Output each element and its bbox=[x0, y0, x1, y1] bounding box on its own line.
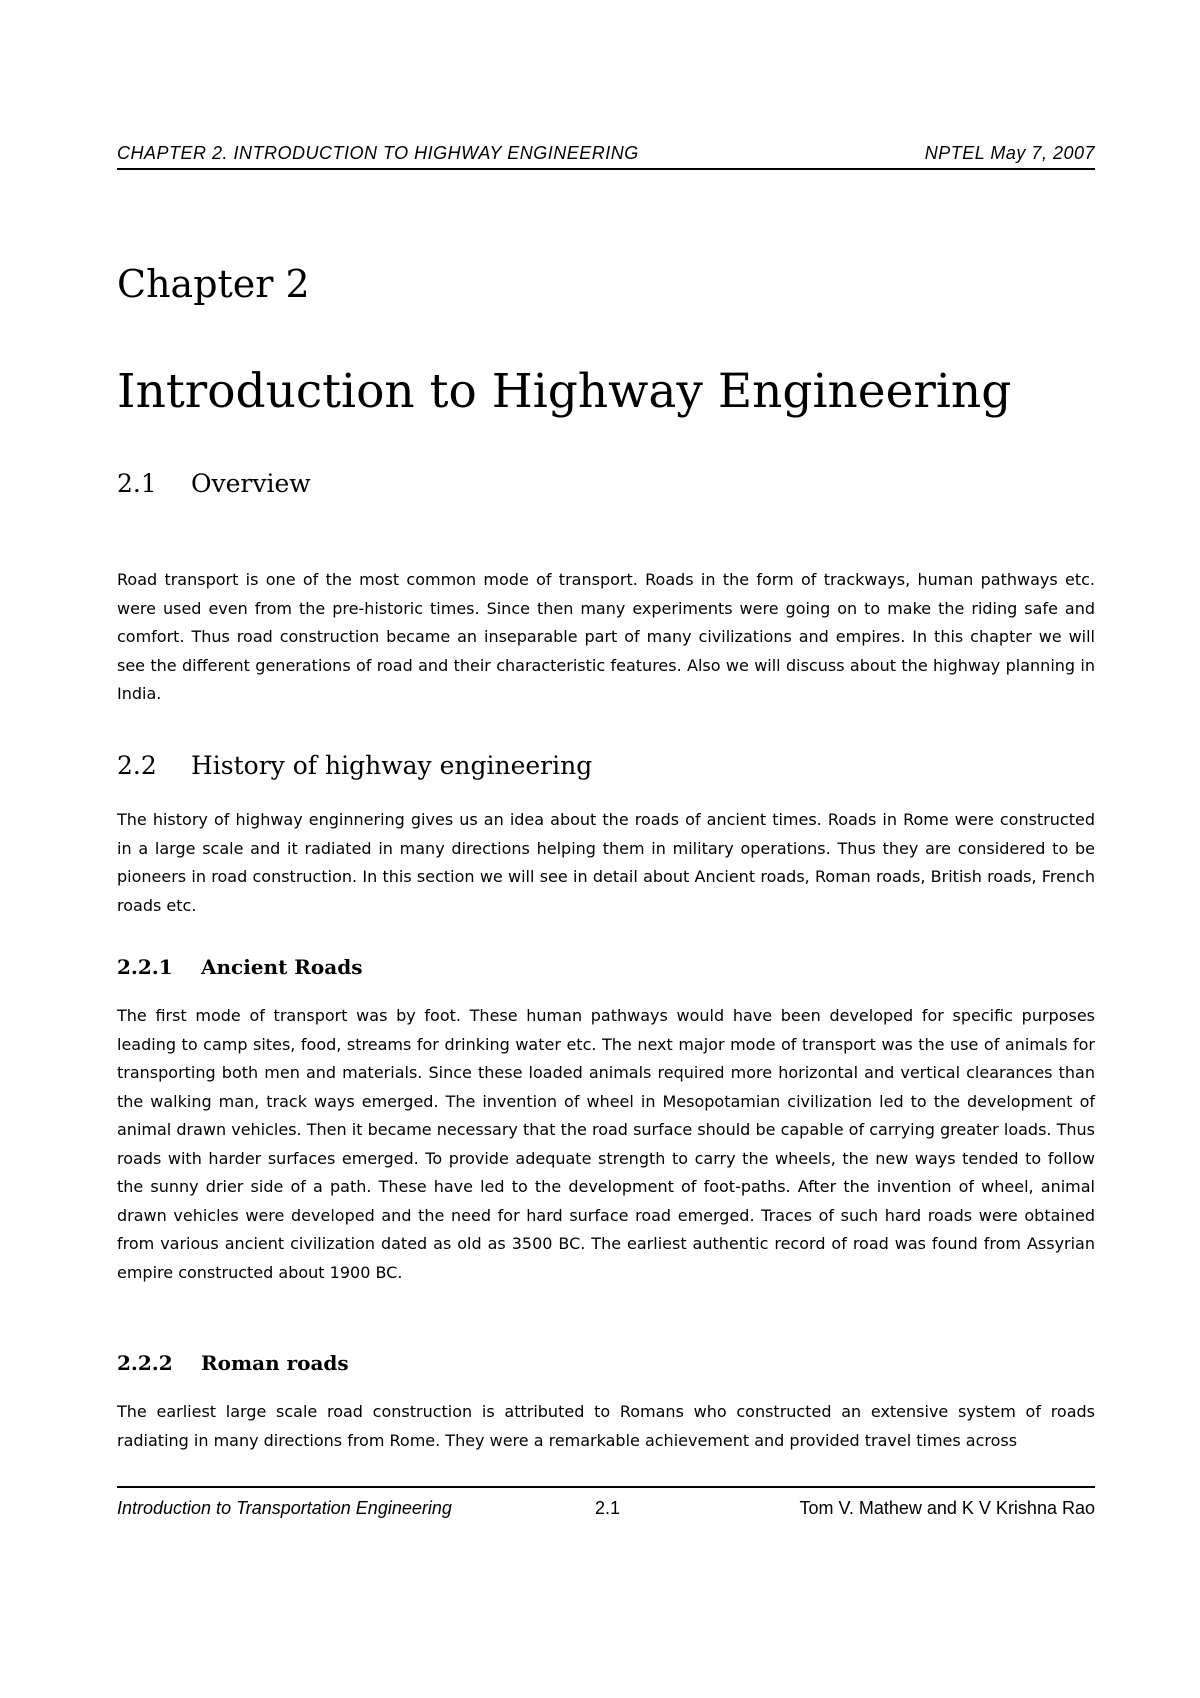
subsection-title: Roman roads bbox=[201, 1351, 349, 1375]
page-number: 2.1 bbox=[595, 1498, 621, 1518]
running-footer bbox=[117, 1498, 1095, 1524]
running-header bbox=[117, 143, 1095, 164]
section-title: Overview bbox=[191, 469, 311, 498]
section-heading-overview bbox=[117, 468, 311, 500]
subsection-heading-ancient-roads bbox=[117, 954, 362, 980]
section-number: 2.2 bbox=[117, 751, 157, 780]
subsection-number: 2.2.1 bbox=[117, 955, 173, 979]
subsection-title: Ancient Roads bbox=[201, 955, 363, 979]
chapter-title: Introduction to Highway Engineering bbox=[117, 364, 1012, 419]
history-paragraph: The history of highway enginnering gives us an idea about the roads of ancient times. Roads in Rome were constructed in a large scale and it radiated in many directions helping them in military operations. Thus they are considered to be pioneers in road construction. In this section we will see in detail about Ancient roads, Roman roads, British roads, French roads etc. bbox=[117, 810, 1095, 915]
chapter-label: Chapter 2 bbox=[117, 262, 310, 306]
subsection-heading-roman-roads bbox=[117, 1350, 349, 1376]
footer-authors: Tom V. Mathew and K V Krishna Rao bbox=[799, 1498, 1095, 1518]
section-number: 2.1 bbox=[117, 469, 157, 498]
footer-rule bbox=[117, 1486, 1095, 1488]
roman-roads-paragraph: The earliest large scale road construction is attributed to Romans who constructed an extensive system of roads radiating in many directions from Rome. They were a remarkable achievement and provided travel times across bbox=[117, 1402, 1095, 1450]
header-rule bbox=[117, 168, 1095, 170]
ancient-roads-paragraph: The first mode of transport was by foot. These human pathways would have been developed for specific purposes leading to camp sites, food, streams for drinking water etc. The next major mode of transport was the use of animals for transporting both men and materials. Since these loaded animals required more horizontal and vertical clearances than the walking man, track ways emerged. The invention of wheel in Mesopotamian civilization led to the development of animal drawn vehicles. Then it became necessary that the road surface should be capable of carrying greater loads. Thus roads with harder surfaces emerged. To provide adequate strength to carry the wheels, the new ways tended to follow the sunny drier side of a path. These have led to the development of foot-paths. After the invention of wheel, animal drawn vehicles were developed and the need for hard surface road emerged. Traces of such hard roads were obtained from various ancient civilization dated as old as 3500 BC. The earliest authentic record of road was found from Assyrian empire constructed about 1900 BC. bbox=[117, 1006, 1095, 1282]
section-heading-history bbox=[117, 750, 592, 782]
section-title: History of highway engineering bbox=[191, 751, 593, 780]
running-header-date: NPTEL May 7, 2007 bbox=[924, 143, 1095, 163]
footer-course-title: Introduction to Transportation Engineering bbox=[117, 1498, 452, 1518]
subsection-number: 2.2.2 bbox=[117, 1351, 173, 1375]
overview-paragraph: Road transport is one of the most common mode of transport. Roads in the form of trackways, human pathways etc. were used even from the pre-historic times. Since then many experiments were going on to make the riding safe and comfort. Thus road construction became an inseparable part of many civilizations and empires. In this chapter we will see the different generations of road and their characteristic features. Also we will discuss about the highway planning in India. bbox=[117, 570, 1095, 703]
running-header-chapter: CHAPTER 2. INTRODUCTION TO HIGHWAY ENGINEERING bbox=[117, 143, 639, 163]
